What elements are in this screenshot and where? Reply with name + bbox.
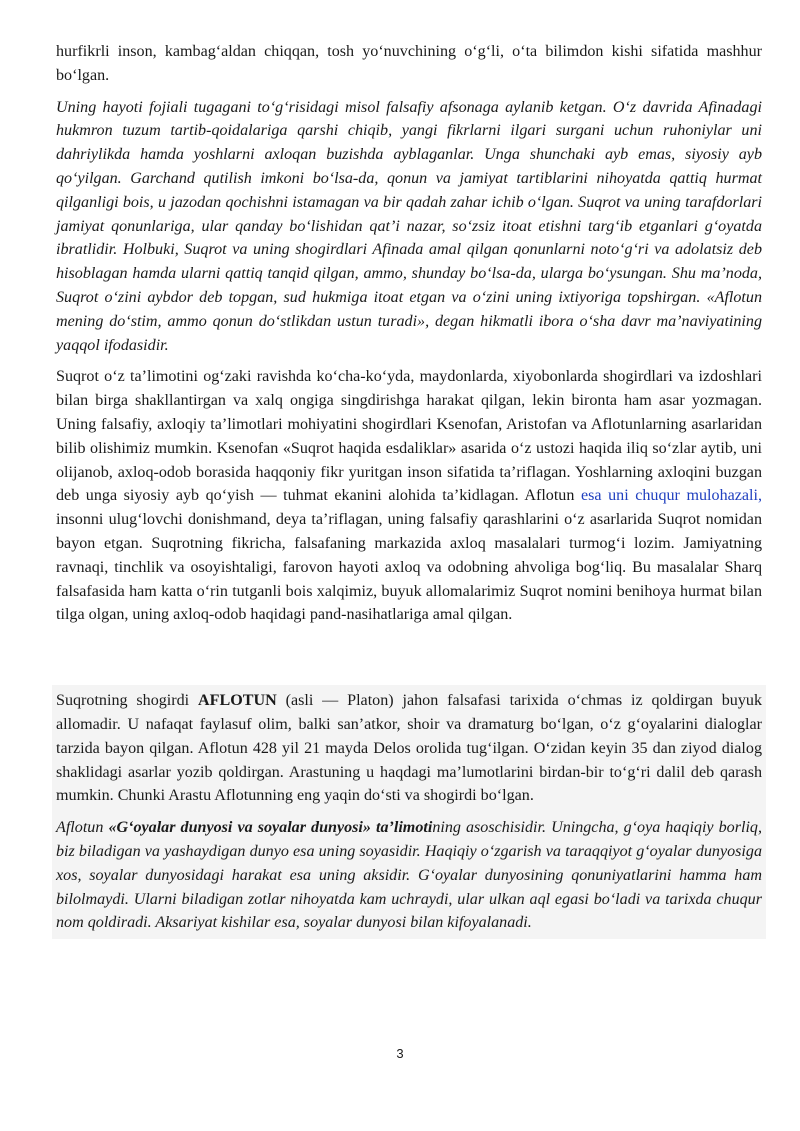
paragraph-intro-continuation: hurfikrli inson, kambag‘aldan chiqqan, tosh yo‘nuvchining o‘g‘li, o‘ta bilimdon kishi sifatida mashhur bo‘lgan.: [56, 43, 762, 84]
paragraph-text: ning asoschisidir. Uningcha, g‘oya haqiqiy borliq, biz biladigan va yashaydigan dunyo esa uning soyasidir. Haqiqiy o‘zgarish va taraqqiyot g‘oyalar dunyosiga xos, soyalar dunyosidagi harakat esa uning aksidir. G‘oyalar dunyosining qonuniyatlarini hamma ham bilolmaydi. Ularni biladigan zotlar nihoyatda kam uchraydi, ular ulkan aql egasi bo‘ladi va tarixda chuqur nom qoldiradi. Aksariyat kishilar esa, soyalar dunyosi bilan kifoyalanadi.: [56, 819, 762, 932]
page-number: 3: [396, 1046, 404, 1061]
plato-name-bold: AFLOTUN: [198, 692, 277, 710]
paragraph-socrates-teaching: [56, 365, 762, 627]
paragraph-socrates-death: Uning hayoti fojiali tugagani to‘g‘risidagi misol falsafiy afsonaga aylanib ketgan. O‘z davrida Afinadagi hukmron tuzum tartib-qoidalariga qarshi chiqib, yangi fikrlarni ilgari surgani uchun ruhoniylar uni dahriylikda hamda yoshlarni axloqan buzishda ayblaganlar. Unga shunchaki ayb emas, siyosiy ayb qo‘yilgan. Garchand qutilish imkoni bo‘lsa-da, qonun va jamiyat tartiblarini nihoyatda qattiq hurmat qilganligi bois, u jazodan qochishni istamagan va bir qadah zahar ichib o‘lgan. Suqrot va uning tarafdorlari jamiyat qonunlariga, ular qanday bo‘lishidan qat’i nazar, so‘zsiz itoat etishni targ‘ib etganlari g‘oyatda ibratlidir. Holbuki, Suqrot va uning shogirdlari Afinada amal qilgan qonunlarni noto‘g‘ri va adolatsiz deb hisoblagan hamda ularni qattiq tanqid qilgan, ammo, shunday bo‘lsa-da, ularga bo‘ysungan. Shu ma’noda, Suqrot o‘zini aybdor deb topgan, sud hukmiga itoat etgan va o‘zini uning ixtiyoriga topshirgan. «Aflotun mening do‘stim, ammo qonun do‘stlikdan ustun turadi», degan hikmatli ibora o‘sha davr ma’naviyatining yaqqol ifodasidir.: [56, 98, 762, 354]
paragraph-text: Aflotun: [56, 819, 109, 837]
paragraph-plato-intro: [56, 689, 762, 808]
paragraph-text: (asli — Platon) jahon falsafasi tarixida o‘chmas iz qoldirgan buyuk allomadir. U nafaqat faylasuf olim, balki san’atkor, shoir va dramaturg bo‘lgan, o‘z g‘oyalarini dialoglar tarzida bayon qilgan. Aflotun 428 yil 21 mayda Delos orolida tug‘ilgan. O‘zidan keyin 35 dan ziyod dialog shaklidagi asarlar yozib qoldirgan. Arastuning u haqdagi ma’lumotlarini birdan-bir to‘g‘ri dalil deb qarash mumkin. Chunki Arastu Aflotunning eng yaqin do‘sti va shogirdi bo‘lgan.: [56, 692, 762, 805]
shaded-section: [56, 689, 762, 935]
section-spacer: [56, 627, 762, 689]
highlighted-link-text[interactable]: esa uni chuqur mulohazali,: [580, 487, 763, 505]
paragraph-text: insonni ulug‘lovchi donishmand, deya ta’riflagan, uning falsafiy qarashlarini o‘z asarlarida Suqrot nomidan bayon etgan. Suqrotning fikricha, falsafaning markazida axloq masalalari turmog‘i lozim. Jamiyatning ravnaqi, tinchlik va osoyishtaligi, farovon hayoti axloq va odobning ahvoliga bog‘liq. Bu masalalar Sharq falsafasida ham katta o‘rin tutganli bois xalqimiz, buyuk allomalarimiz Suqrot nomini benihoya hurmat bilan tilga olgan, uning axloq-odob haqidagi pand-nasihatlariga amal qilgan.: [56, 511, 762, 624]
paragraph-text: Suqrotning shogirdi: [56, 692, 199, 710]
paragraph-plato-theory: [56, 816, 762, 935]
theory-name-bold: «G‘oyalar dunyosi va soyalar dunyosi» ta’limoti: [108, 819, 433, 837]
paragraph-text: Suqrot o‘z ta’limotini og‘zaki ravishda ko‘cha-ko‘yda, maydonlarda, xiyobonlarda shogirdlari va izdoshlari bilan birga shakllantirgan va xalq ongiga singdirishga harakat qilgan, lekin bironta ham asar yozmagan. Uning falsafiy, axloqiy ta’limotlari mohiyatini shogirdlari Ksenofan, Aristofan va Aflotunlarning asarlaridan bilib olishimiz mumkin. Ksenofan «Suqrot haqida esdaliklar» asarida o‘z ustozi haqida iliq so‘zlar aytib, uni olijanob, axloq-odob borasida haqqoniy fikr yuritgan inson sifatida ta’riflagan. Yoshlarning axloqini buzgan deb unga siyosiy ayb qo‘yish — tuhmat ekanini alohida ta’kidlagan. Aflotun: [56, 368, 762, 505]
document-page: [56, 40, 762, 935]
